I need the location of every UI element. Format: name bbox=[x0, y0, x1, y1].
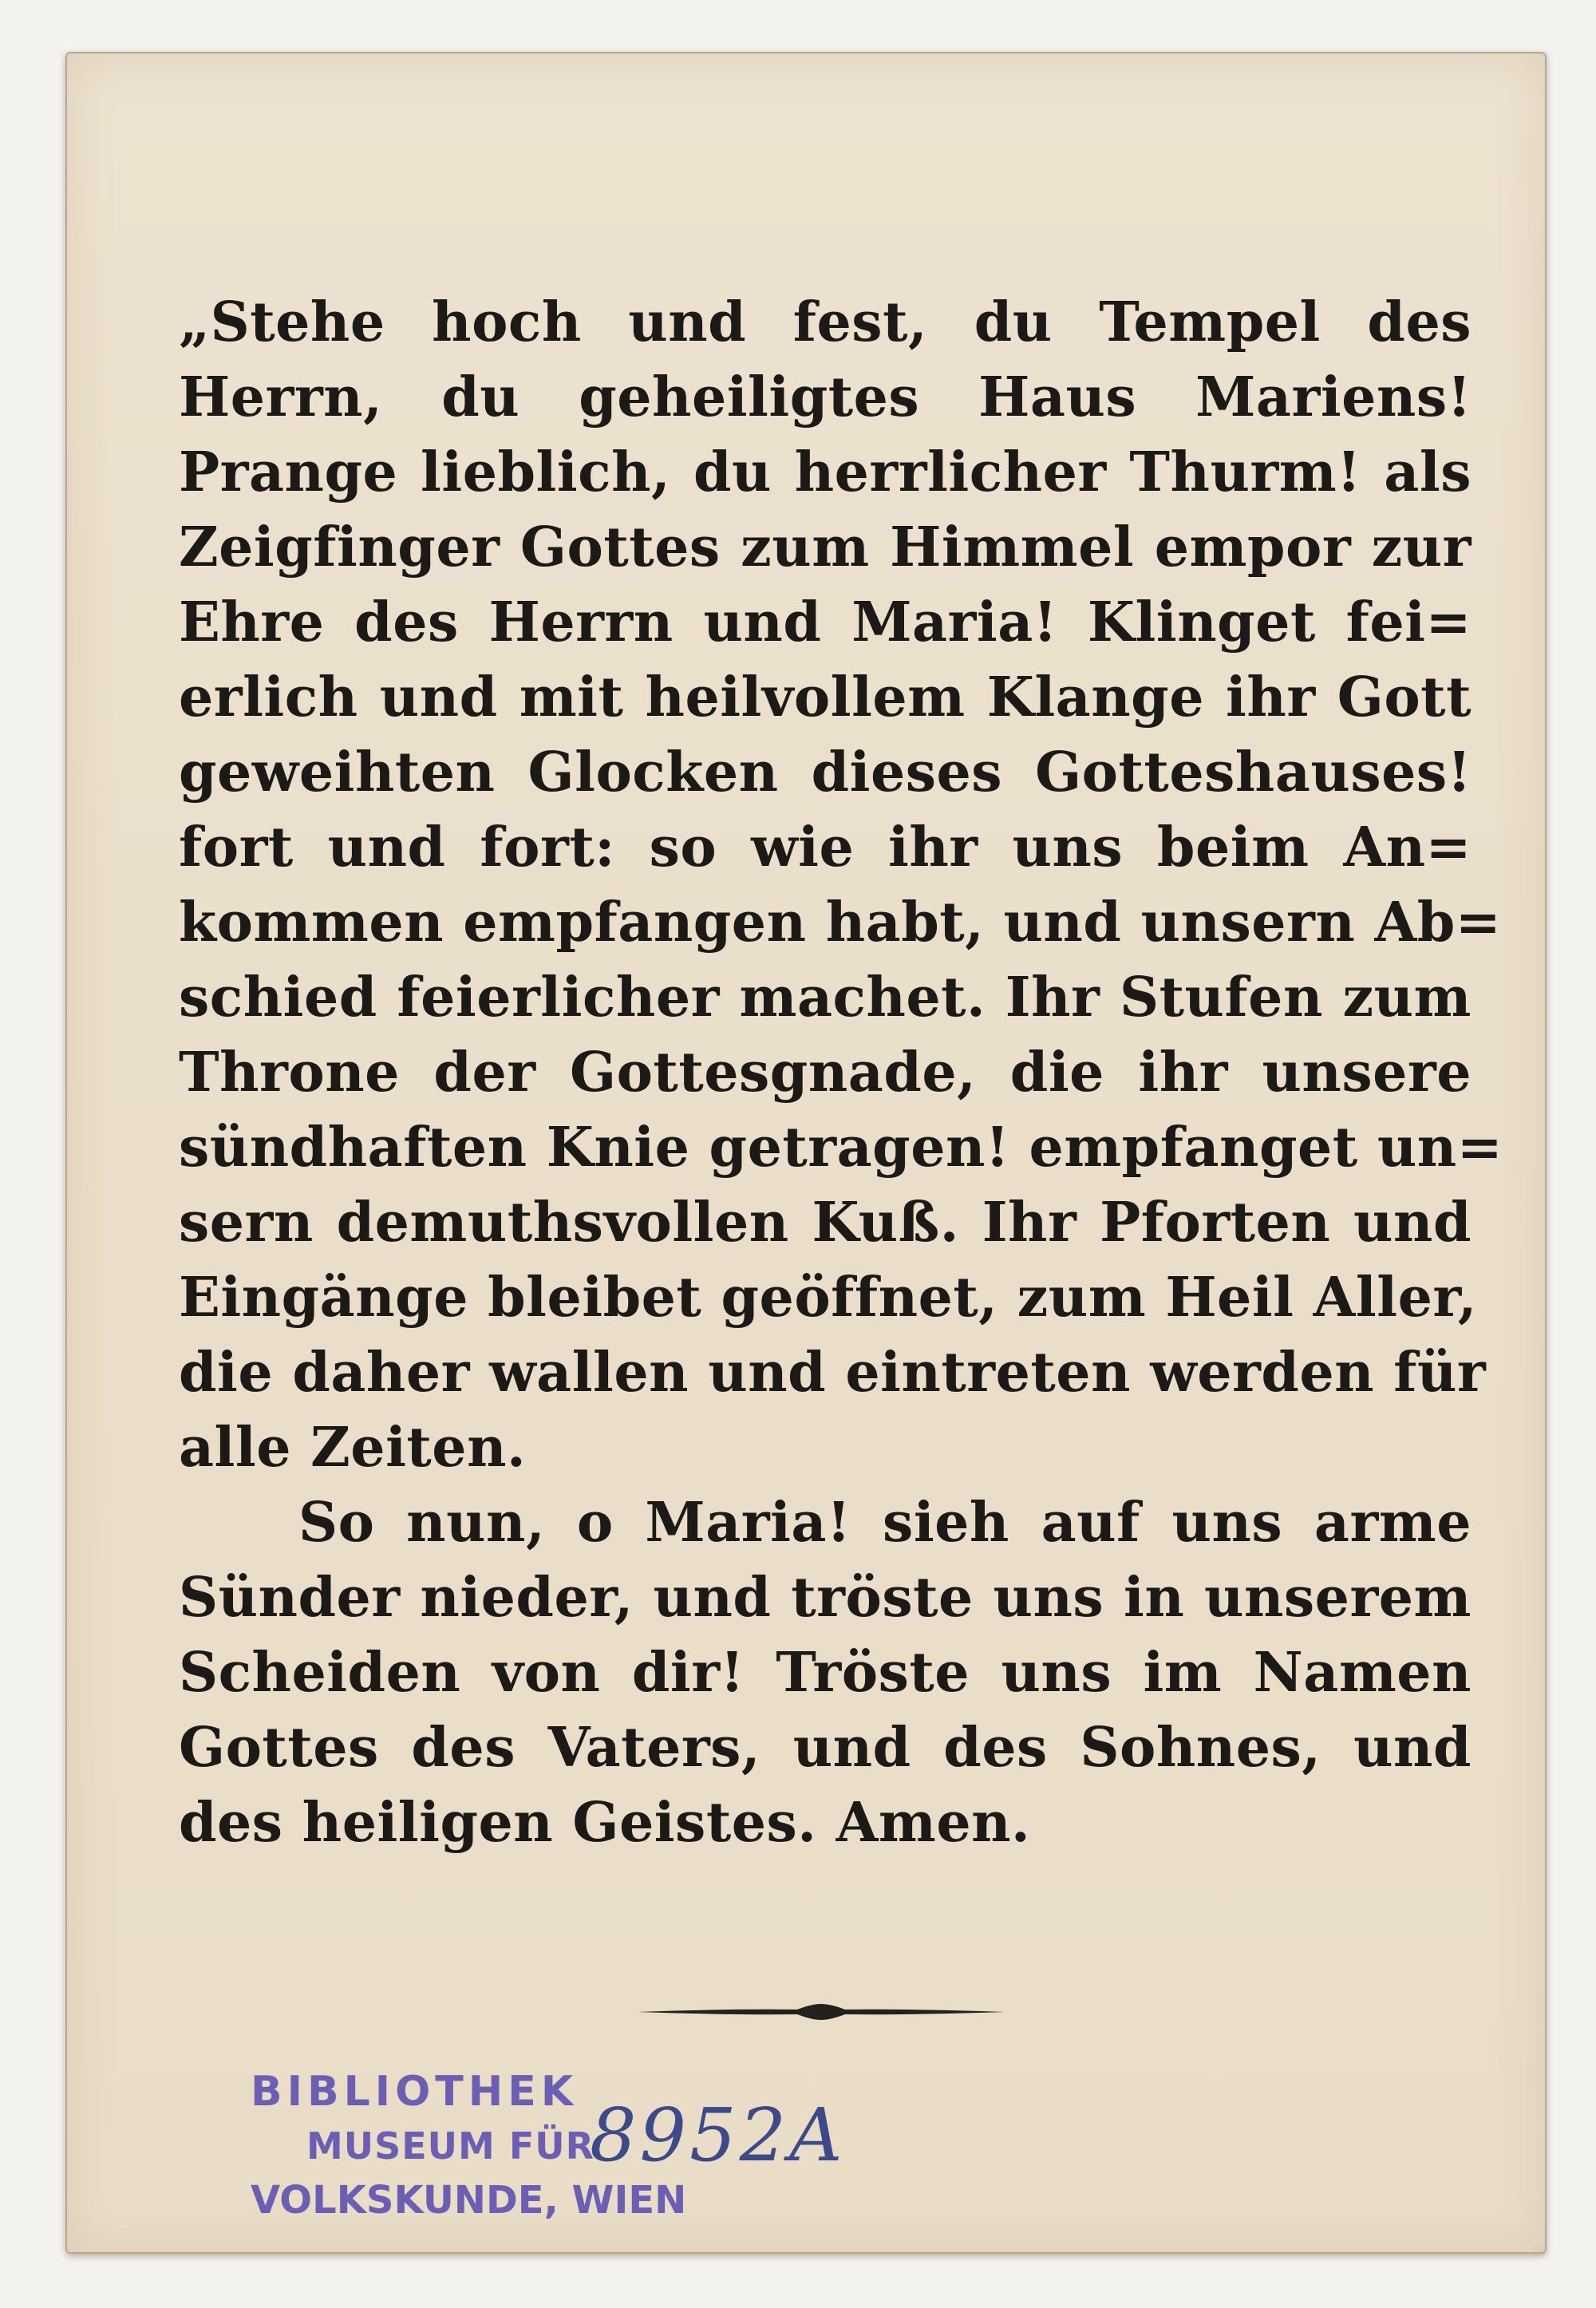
text-line: die daher wallen und eintreten werden für bbox=[179, 1341, 1487, 1405]
text-line: Sünder nieder, und tröste uns in unserem bbox=[179, 1566, 1472, 1630]
text-line: schied feierlicher machet. Ihr Stufen zum bbox=[179, 966, 1472, 1030]
text-line: des heiligen Geistes. Amen. bbox=[179, 1791, 1031, 1855]
text-line: So nun, o Maria! sieh auf uns arme bbox=[298, 1491, 1472, 1555]
prayer-text bbox=[179, 285, 1503, 1860]
text-line: Zeigfinger Gottes zum Himmel empor zur bbox=[179, 516, 1472, 579]
stamp-line: VOLKSKUNDE, WIEN bbox=[251, 2178, 687, 2223]
library-stamp bbox=[187, 2065, 687, 2227]
text-line: fort und fort: so wie ihr uns beim An= bbox=[179, 816, 1472, 879]
text-line: sern demuthsvollen Kuß. Ihr Pforten und bbox=[179, 1191, 1472, 1255]
catalog-number: 8952A bbox=[590, 2093, 846, 2178]
ornament-rule-icon bbox=[638, 1993, 1005, 2031]
text-line: Gottes des Vaters, und des Sohnes, und bbox=[179, 1716, 1472, 1780]
text-line: kommen empfangen habt, und unsern Ab= bbox=[179, 891, 1502, 954]
text-line: Scheiden von dir! Tröste uns im Namen bbox=[179, 1641, 1472, 1705]
prayer-card bbox=[65, 52, 1547, 2254]
text-line: Throne der Gottesgnade, die ihr unsere bbox=[179, 1041, 1472, 1105]
text-line: Ehre des Herrn und Maria! Klinget fei= bbox=[179, 591, 1472, 654]
text-line: Prange lieblich, du herrlicher Thurm! als bbox=[179, 441, 1472, 504]
text-line: Eingänge bleibet geöffnet, zum Heil Aller, bbox=[179, 1266, 1477, 1330]
stamp-line: BIBLIOTHEK bbox=[251, 2068, 579, 2116]
text-line: „Stehe hoch und fest, du Tempel des bbox=[179, 290, 1472, 354]
text-line: sündhaften Knie getragen! empfanget un= bbox=[179, 1116, 1503, 1180]
text-line: geweihten Glocken dieses Gotteshauses! bbox=[179, 741, 1472, 804]
text-line: alle Zeiten. bbox=[179, 1416, 527, 1480]
text-line: erlich und mit heilvollem Klange ihr Gott bbox=[179, 666, 1472, 729]
stamp-line: MUSEUM FÜR bbox=[306, 2124, 595, 2168]
text-line: Herrn, du geheiligtes Haus Mariens! bbox=[179, 366, 1472, 429]
